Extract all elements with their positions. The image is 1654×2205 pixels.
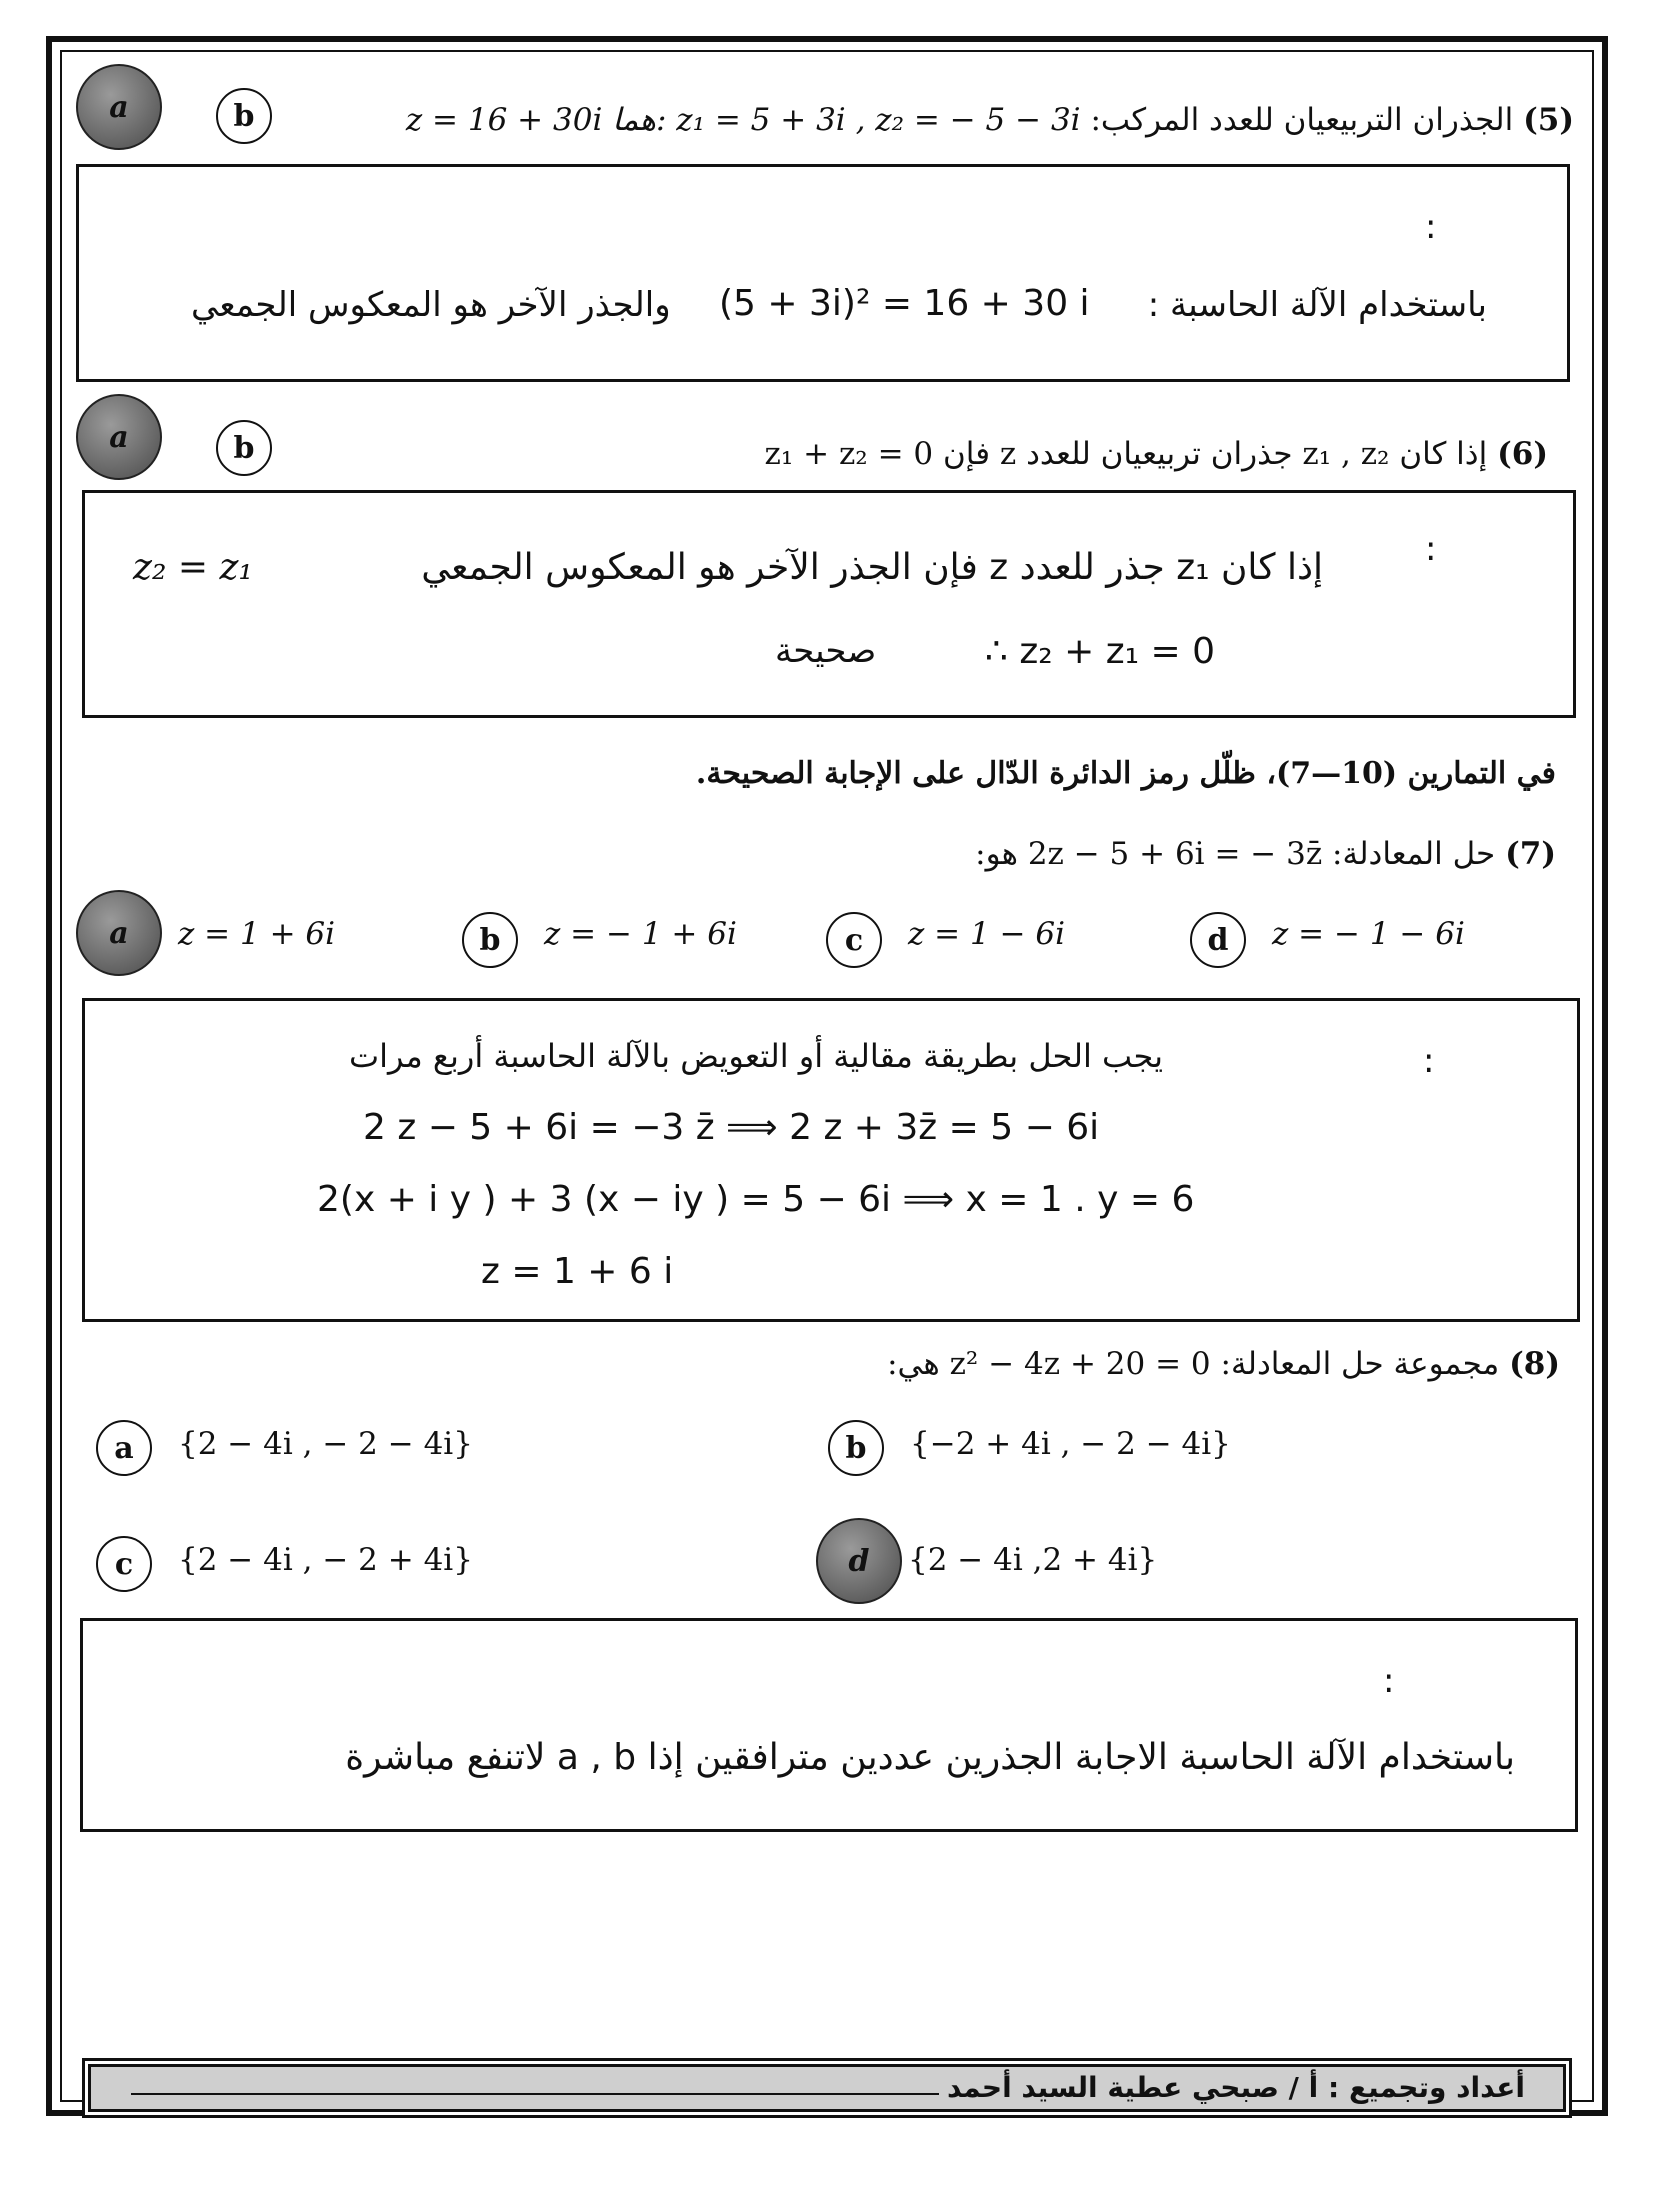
q8-choice-a[interactable] [96, 1420, 152, 1476]
q8-option-d-value: {2 − 4i ,2 + 4i} [908, 1542, 1158, 1578]
q7-solution-line3: 2(x + i y ) + 3 (x − iy ) = 5 − 6i ⟹ x = 1 . y = 6 [317, 1179, 1195, 1220]
footer-bar [88, 2064, 1566, 2112]
q5-choice-a[interactable] [76, 64, 162, 150]
q8-choice-c-label: c [114, 1546, 134, 1582]
q6-question [765, 436, 1548, 472]
q7-option-d-value: z = − 1 − 6i [1272, 916, 1465, 952]
q6-number: (6) [1497, 436, 1548, 472]
q8-option-c-value: {2 − 4i , − 2 + 4i} [178, 1542, 473, 1578]
q7-choice-a[interactable] [76, 890, 162, 976]
q6-text: إذا كان z₁ , z₂ جذران تربيعيان للعدد z فإن z₁ + z₂ = 0 [764, 436, 1488, 472]
q7-solution-box [82, 998, 1580, 1322]
q7-choice-d[interactable] [1190, 912, 1246, 968]
q5-choice-b-label: b [233, 98, 255, 134]
q5-solution-colon: : [1425, 207, 1437, 247]
q5-solution-box [76, 164, 1570, 382]
q6-solution-colon: : [1425, 529, 1437, 569]
q7-text: حل المعادلة: 2z − 5 + 6i = − 3z̄ هو: [975, 836, 1496, 872]
q8-text: مجموعة حل المعادلة: z² − 4z + 20 = 0 هي: [887, 1346, 1500, 1382]
q8-solution-colon: : [1383, 1661, 1395, 1701]
q8-option-a-value: {2 − 4i , − 2 − 4i} [178, 1426, 473, 1462]
q6-solution-box [82, 490, 1576, 718]
instruction-text: في التمارين (10—7)، ظلّل رمز الدائرة الدّال على الإجابة الصحيحة. [695, 756, 1556, 791]
q5-solution-text1: باستخدام الآلة الحاسبة : [1147, 285, 1487, 325]
q6-choice-b-label: b [233, 430, 255, 466]
footer-credit: أعداد وتجميع : أ / صبحي عطية السيد أحمد [939, 2071, 1533, 2104]
q7-option-c-value: z = 1 − 6i [908, 916, 1066, 952]
q8-option-b-value: {−2 + 4i , − 2 − 4i} [910, 1426, 1231, 1462]
q8-choice-d[interactable] [816, 1518, 902, 1604]
q8-solution-line: باستخدام الآلة الحاسبة الاجابة الجذرين عددين مترافقين إذا a , b لاتنفع مباشرة [345, 1737, 1515, 1778]
q7-choice-b[interactable] [462, 912, 518, 968]
q8-choice-b-label: b [845, 1430, 867, 1466]
q5-math: z = 16 + 30i هما: z₁ = 5 + 3i , z₂ = − 5 − 3i [405, 102, 1081, 138]
q5-solution-equation: (5 + 3i)² = 16 + 30 i [719, 283, 1090, 324]
q7-solution-line2: 2 z − 5 + 6i = −3 z̄ ⟹ 2 z + 3z̄ = 5 − 6i [363, 1107, 1100, 1148]
q7-solution-line4: z = 1 + 6 i [481, 1251, 674, 1292]
q5-choice-b[interactable] [216, 88, 272, 144]
q5-text: الجذران التربيعيان للعدد المركب: [1090, 102, 1514, 138]
q5-choice-a-label: a [109, 89, 129, 125]
q6-choice-b[interactable] [216, 420, 272, 476]
q7-choice-a-label: a [109, 915, 129, 951]
q5-number: (5) [1523, 102, 1574, 138]
q8-number: (8) [1509, 1346, 1560, 1382]
q7-number: (7) [1505, 836, 1556, 872]
q8-choice-c[interactable] [96, 1536, 152, 1592]
q7-choice-d-label: d [1207, 922, 1229, 958]
q6-choice-a-label: a [109, 419, 129, 455]
q6-solution-line2-equation: ∴ z₂ + z₁ = 0 [985, 631, 1216, 672]
q7-choice-c[interactable] [826, 912, 882, 968]
q8-question [887, 1346, 1560, 1382]
q7-solution-line1: يجب الحل بطريقة مقالية أو التعويض بالآلة الحاسبة أربع مرات [348, 1037, 1163, 1075]
q8-choice-d-label: d [848, 1543, 870, 1579]
q8-solution-box [80, 1618, 1578, 1832]
q5-question [406, 102, 1574, 138]
q7-option-a-value: z = 1 + 6i [178, 916, 336, 952]
q5-solution-text2: والجذر الآخر هو المعكوس الجمعي [191, 285, 671, 325]
q8-choice-b[interactable] [828, 1420, 884, 1476]
q7-question [975, 836, 1556, 872]
q6-choice-a[interactable] [76, 394, 162, 480]
q7-solution-colon: : [1423, 1041, 1435, 1081]
q6-solution-line1-equation: z₂ = z₁ [133, 547, 253, 588]
q7-option-b-value: z = − 1 + 6i [544, 916, 737, 952]
q6-solution-line1: إذا كان z₁ جذر للعدد z فإن الجذر الآخر هو المعكوس الجمعي [421, 547, 1323, 588]
q8-choice-a-label: a [114, 1430, 134, 1466]
q7-choice-b-label: b [479, 922, 501, 958]
q7-choice-c-label: c [844, 922, 864, 958]
q6-solution-line2-text: صحيحة [775, 631, 877, 671]
